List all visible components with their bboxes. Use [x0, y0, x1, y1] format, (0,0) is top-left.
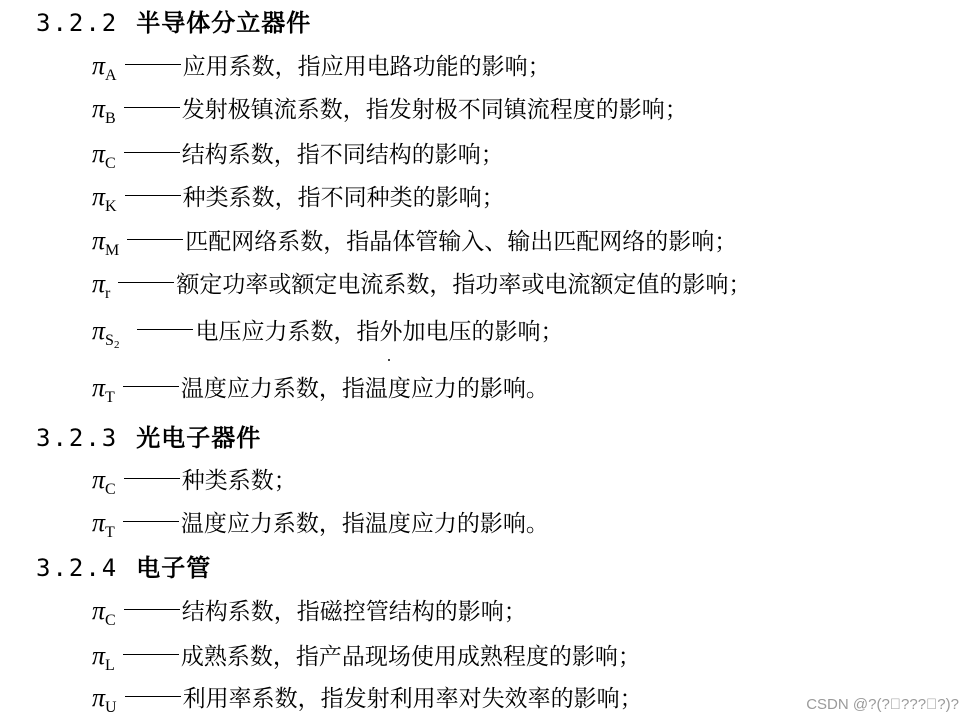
pi-symbol: π: [92, 139, 106, 168]
pi-symbol: π: [92, 269, 106, 298]
em-dash-rule: [123, 386, 179, 387]
pi-symbol: π: [92, 182, 106, 211]
definition-text: 结构系数，指磁控管结构的影响；: [181, 599, 527, 625]
definition-text: 应用系数，指应用电路功能的影响；: [182, 54, 551, 80]
definition-row: [92, 593, 527, 630]
pi-symbol: π: [92, 641, 106, 670]
symbol-subscript: M: [105, 242, 120, 259]
em-dash-rule: [125, 64, 181, 65]
pi-symbol: π: [92, 596, 106, 625]
section-heading-3-2-2: [36, 3, 311, 38]
definition-row: [92, 91, 688, 128]
section-number: 3.2.2: [36, 9, 119, 37]
symbol-subscript: T: [105, 524, 115, 541]
symbol-subscript: r: [105, 285, 111, 302]
definition-row: [92, 680, 643, 717]
pi-symbol: π: [92, 51, 106, 80]
pi-symbol: π: [92, 373, 106, 402]
definition-row: [92, 136, 504, 173]
subscript-letter: S: [105, 332, 114, 349]
definition-text: 种类系数；: [181, 468, 297, 494]
em-dash-rule: [137, 329, 193, 330]
pi-symbol: π: [92, 226, 106, 255]
definition-text: 额定功率或额定电流系数，指功率或电流额定值的影响；: [176, 272, 752, 298]
em-dash-rule: [124, 478, 180, 479]
symbol-subscript: B: [105, 110, 116, 127]
pi-symbol: π: [92, 508, 106, 537]
em-dash-rule: [124, 152, 180, 153]
symbol-subscript: [105, 332, 119, 349]
em-dash-rule: [118, 282, 174, 283]
speck-mark: [388, 359, 390, 361]
em-dash-rule: [125, 696, 181, 697]
definition-row: [92, 48, 551, 85]
section-title: 光电子器件: [136, 424, 262, 452]
symbol-subscript: L: [105, 657, 115, 674]
em-dash-rule: [124, 609, 180, 610]
definition-row: [92, 179, 505, 216]
section-heading-3-2-4: [36, 548, 211, 583]
section-title: 电子管: [136, 554, 212, 582]
pi-symbol: π: [92, 316, 106, 345]
em-dash-rule: [123, 654, 179, 655]
definition-text: 种类系数，指不同种类的影响；: [182, 185, 505, 211]
symbol-subscript: K: [105, 198, 117, 215]
definition-row: [92, 638, 641, 675]
subscript-index: 2: [113, 339, 120, 351]
pi-symbol: π: [92, 683, 106, 712]
definition-text: 温度应力系数，指温度应力的影响。: [180, 376, 549, 402]
symbol-subscript: C: [105, 481, 116, 498]
section-heading-3-2-3: [36, 418, 261, 453]
section-title: 半导体分立器件: [136, 9, 312, 37]
symbol-subscript: C: [105, 612, 116, 629]
definition-row: [92, 462, 297, 499]
em-dash-rule: [125, 195, 181, 196]
definition-row: [92, 370, 549, 407]
section-number: 3.2.3: [36, 424, 119, 452]
definition-row: [92, 313, 563, 351]
definition-row: [92, 505, 549, 542]
em-dash-rule: [123, 521, 179, 522]
pi-symbol: π: [92, 94, 106, 123]
symbol-subscript: A: [105, 67, 117, 84]
symbol-subscript: U: [105, 699, 117, 716]
em-dash-rule: [124, 107, 180, 108]
definition-text: 成熟系数，指产品现场使用成熟程度的影响；: [180, 644, 641, 670]
definition-row: [92, 266, 751, 303]
definition-text: 电压应力系数，指外加电压的影响；: [195, 319, 564, 345]
definition-text: 温度应力系数，指温度应力的影响。: [180, 511, 549, 537]
definition-text: 结构系数，指不同结构的影响；: [181, 142, 504, 168]
definition-text: 匹配网络系数，指晶体管输入、输出匹配网络的影响；: [185, 229, 738, 255]
em-dash-rule: [127, 239, 183, 240]
definition-text: 发射极镇流系数，指发射极不同镇流程度的影响；: [181, 97, 688, 123]
pi-symbol: π: [92, 465, 106, 494]
definition-row: [92, 223, 737, 260]
csdn-watermark: CSDN @?(? ??? ?)?: [806, 696, 959, 713]
definition-text: 利用率系数，指发射利用率对失效率的影响；: [182, 686, 643, 712]
symbol-subscript: T: [105, 389, 115, 406]
symbol-subscript: C: [105, 155, 116, 172]
section-number: 3.2.4: [36, 554, 119, 582]
